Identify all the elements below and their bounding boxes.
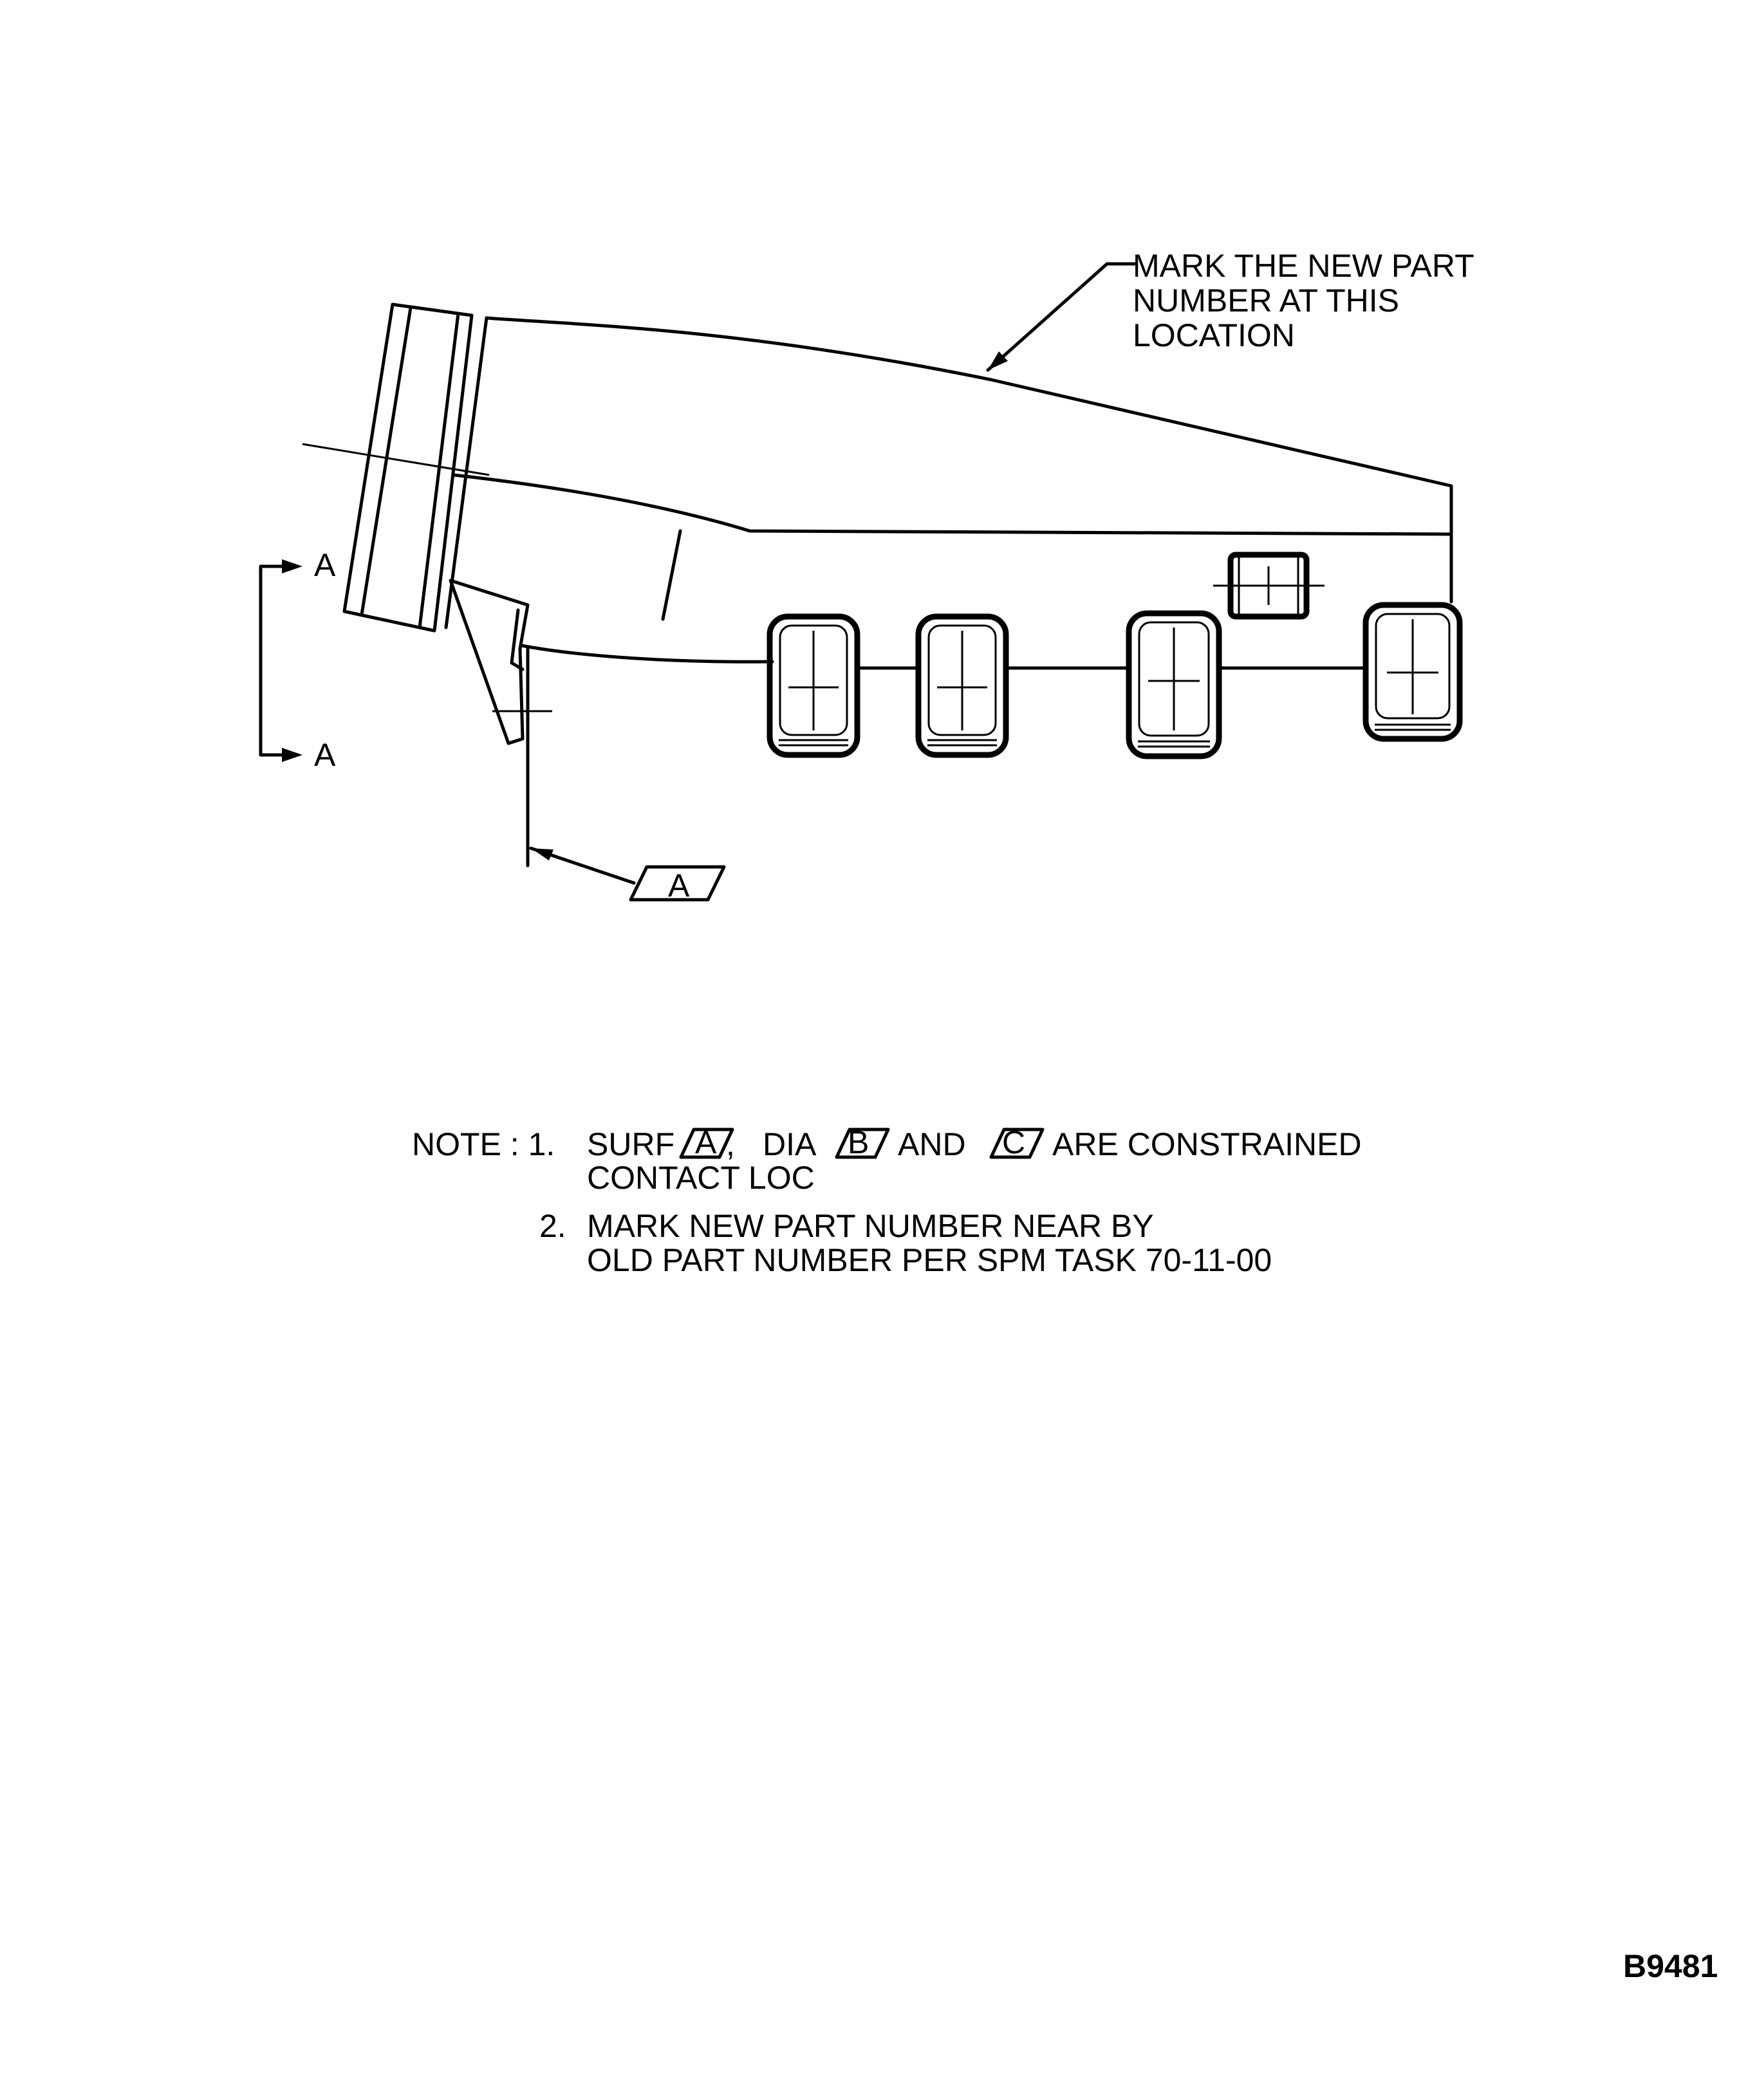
- note-1-comma: ,: [726, 1126, 735, 1162]
- note-prefix: NOTE : 1.: [412, 1126, 555, 1162]
- section-label-bottom: A: [314, 737, 336, 773]
- internal-mark: [663, 531, 680, 619]
- section-arrow-bottom-icon: [282, 748, 302, 762]
- bracket: [451, 581, 528, 743]
- mount-pad-3: [1129, 613, 1219, 756]
- callout-leader: [988, 264, 1136, 370]
- figure-code: B9481: [1623, 1948, 1718, 1984]
- center-line: [302, 444, 489, 475]
- mount-pad-4: [1366, 605, 1460, 739]
- note-2-line-1: MARK NEW PART NUMBER NEAR BY: [587, 1208, 1154, 1244]
- mid-contour: [454, 475, 1451, 534]
- note-1-datum-b: B: [848, 1124, 869, 1160]
- mount-pad-1: [770, 617, 857, 755]
- note-2-line-2: OLD PART NUMBER PER SPM TASK 70-11-00: [587, 1242, 1272, 1278]
- datum-a-leader: [531, 848, 724, 900]
- note-2-number: 2.: [539, 1208, 566, 1244]
- note-1-and: AND: [898, 1126, 966, 1162]
- callout-line-1: MARK THE NEW PART: [1133, 248, 1474, 284]
- note-1-line-2: CONTACT LOC: [587, 1160, 815, 1196]
- note-1: [412, 1124, 1362, 1196]
- callout-line-2: NUMBER AT THIS: [1133, 283, 1399, 319]
- lower-contour: [521, 646, 772, 662]
- note-1-dia: DIA: [763, 1126, 817, 1162]
- note-1-rest: ARE CONSTRAINED: [1052, 1126, 1362, 1162]
- part-body: [302, 304, 1460, 866]
- note-1-datum-a: A: [695, 1124, 717, 1160]
- datum-a-label: A: [668, 868, 690, 904]
- upper-boss: [1213, 555, 1325, 617]
- section-indicator: [261, 559, 302, 762]
- datum-arrow-icon: [531, 848, 553, 860]
- note-1-surf: SURF: [587, 1126, 675, 1162]
- note-2: [539, 1208, 1272, 1278]
- section-arrow-top-icon: [282, 559, 302, 573]
- section-label-top: A: [314, 547, 336, 583]
- mount-pad-2: [918, 617, 1006, 755]
- note-1-datum-c: C: [1002, 1124, 1026, 1160]
- callout-line-3: LOCATION: [1133, 317, 1295, 353]
